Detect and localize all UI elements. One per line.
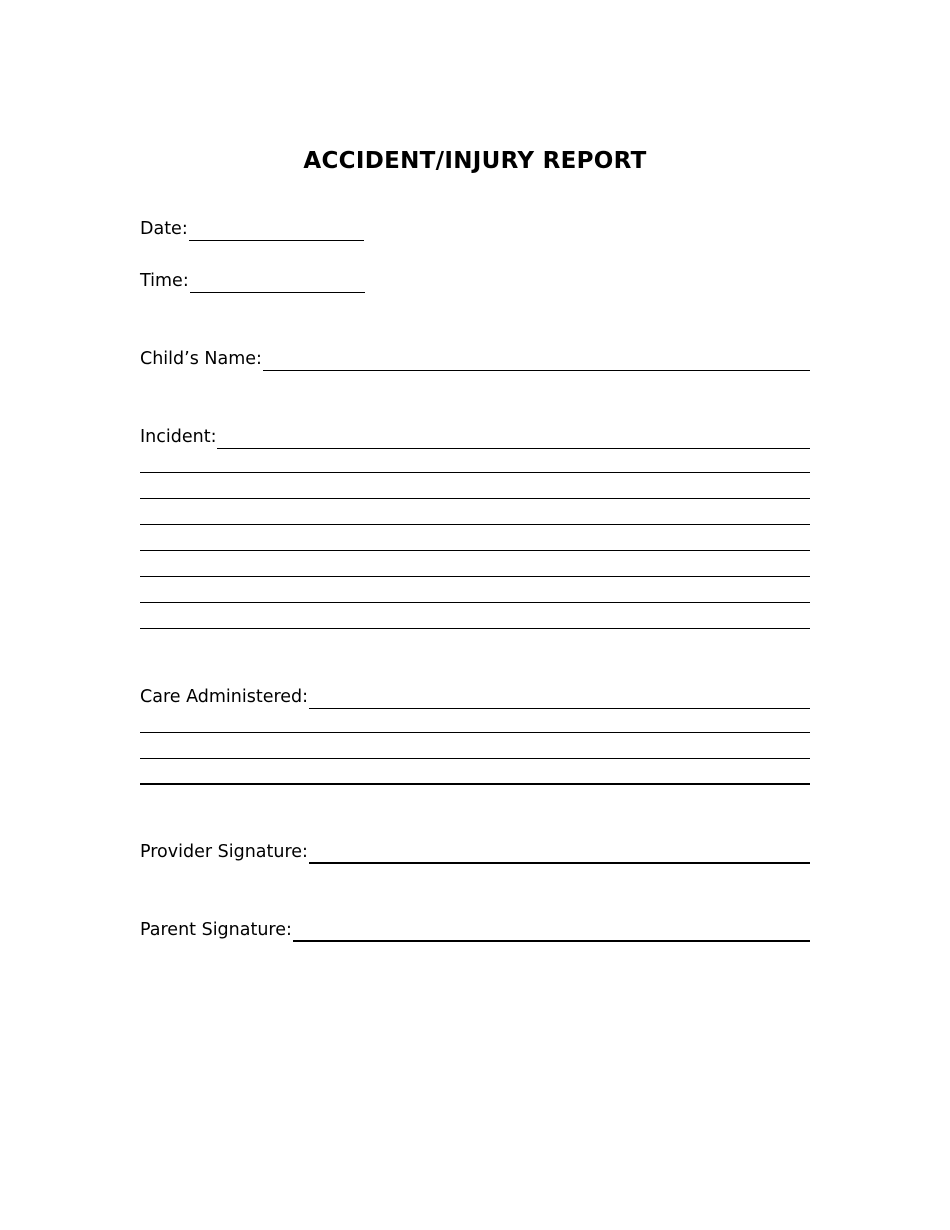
incident-line[interactable]	[140, 602, 810, 603]
parent-signature-input-line[interactable]	[293, 940, 810, 942]
care-administered-line[interactable]	[140, 783, 810, 785]
parent-signature-label: Parent Signature:	[140, 920, 292, 940]
incident-field	[140, 425, 810, 449]
child-name-input-line[interactable]	[263, 370, 810, 371]
incident-line[interactable]	[140, 550, 810, 551]
incident-label: Incident:	[140, 427, 217, 447]
care-administered-input-line[interactable]	[309, 708, 810, 709]
page-title: ACCIDENT/INJURY REPORT	[303, 148, 647, 174]
care-administered-field	[140, 685, 810, 709]
date-field	[140, 217, 364, 241]
date-input-line[interactable]	[189, 240, 364, 241]
child-name-field	[140, 347, 810, 371]
child-name-label: Child’s Name:	[140, 349, 262, 369]
provider-signature-input-line[interactable]	[309, 862, 810, 864]
care-administered-line[interactable]	[140, 732, 810, 733]
incident-line[interactable]	[140, 472, 810, 473]
incident-input-line[interactable]	[217, 448, 810, 449]
time-field	[140, 269, 365, 293]
care-administered-label: Care Administered:	[140, 687, 309, 707]
incident-line[interactable]	[140, 628, 810, 629]
date-label: Date:	[140, 219, 188, 239]
parent-signature-field	[140, 918, 810, 942]
provider-signature-field	[140, 840, 810, 864]
provider-signature-label: Provider Signature:	[140, 842, 308, 862]
incident-line[interactable]	[140, 524, 810, 525]
care-administered-line[interactable]	[140, 758, 810, 759]
time-input-line[interactable]	[190, 292, 365, 293]
incident-line[interactable]	[140, 498, 810, 499]
incident-line[interactable]	[140, 576, 810, 577]
time-label: Time:	[140, 271, 189, 291]
